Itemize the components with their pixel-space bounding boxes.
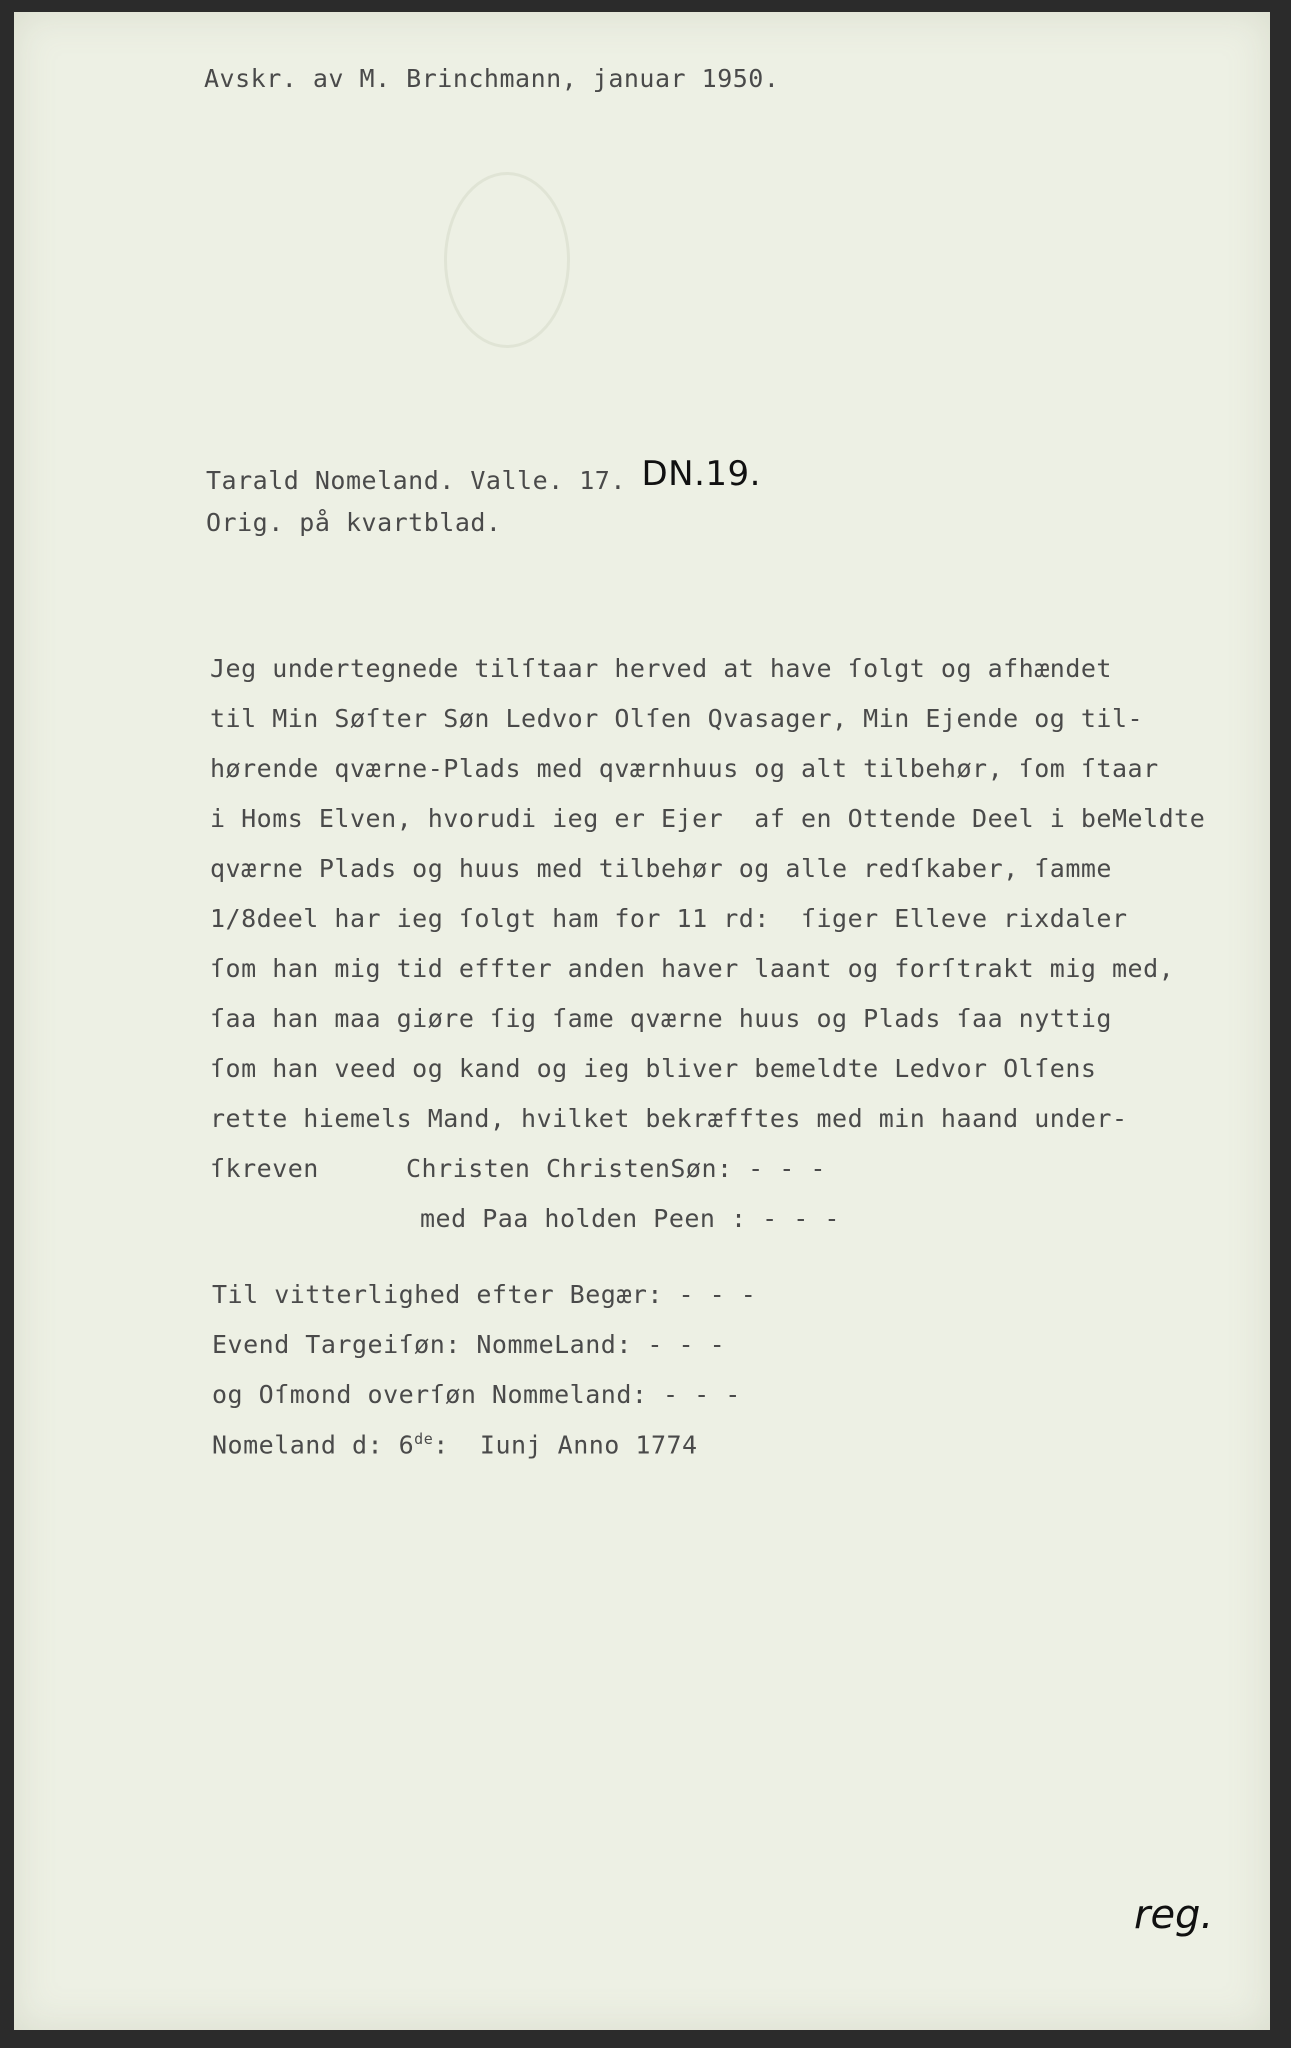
witness-line: og Oſmond overſøn Nommeland: - - - [212, 1380, 741, 1409]
witness-line: Evend Targeiſøn: NommeLand: - - - [212, 1330, 726, 1359]
signature-prefix: ſkreven [210, 1154, 319, 1183]
date-prefix: Nomeland d: 6 [212, 1430, 415, 1460]
body-line: 1/8deel har ieg ſolgt ham for 11 rd: ſiger Elleve rixdaler [210, 904, 1128, 933]
paper-sheet [14, 12, 1270, 2030]
body-line: til Min Søſter Søn Ledvor Olſen Qvasager, Min Ejende og til- [210, 704, 1144, 733]
date-line [212, 1430, 698, 1459]
body-line: Jeg undertegnede tilſtaar herved at have ſolgt og afhændet [210, 654, 1112, 683]
handwritten-reg-note: reg. [1134, 1892, 1214, 1938]
transcription-note: Avskr. av M. Brinchmann, januar 1950. [204, 64, 780, 93]
reference-typed: Tarald Nomeland. Valle. 17. [206, 466, 626, 495]
body-line: qværne Plads og huus med tilbehør og alle redſkaber, ſamme [210, 854, 1112, 883]
signature-name: Christen ChristenSøn: - - - [406, 1154, 826, 1183]
body-line: ſom han mig tid effter anden haver laant og forſtrakt mig med, [210, 954, 1175, 983]
date-suffix: : Iunj Anno 1774 [433, 1430, 698, 1460]
faint-stamp-ghost [444, 172, 570, 348]
reference-handwritten: DN.19. [641, 454, 761, 494]
date-superscript: de [414, 1430, 434, 1448]
signature-pen-note: med Paa holden Peen : - - - [420, 1204, 840, 1233]
body-line: ſom han veed og kand og ieg bliver bemeldte Ledvor Olſens [210, 1054, 1097, 1083]
body-line: rette hiemels Mand, hvilket bekræfftes med min haand under- [210, 1104, 1128, 1133]
body-line: hørende qværne-Plads med qværnhuus og alt tilbehør, ſom ſtaar [210, 754, 1159, 783]
reference-origin: Orig. på kvartblad. [206, 508, 502, 537]
reference-line [206, 454, 761, 498]
body-line: i Homs Elven, hvorudi ieg er Ejer af en Ottende Deel i beMeldte [210, 804, 1206, 833]
witness-line: Til vitterlighed efter Begær: - - - [212, 1280, 757, 1309]
body-line: ſaa han maa giøre ſig ſame qværne huus og Plads ſaa nyttig [210, 1004, 1112, 1033]
